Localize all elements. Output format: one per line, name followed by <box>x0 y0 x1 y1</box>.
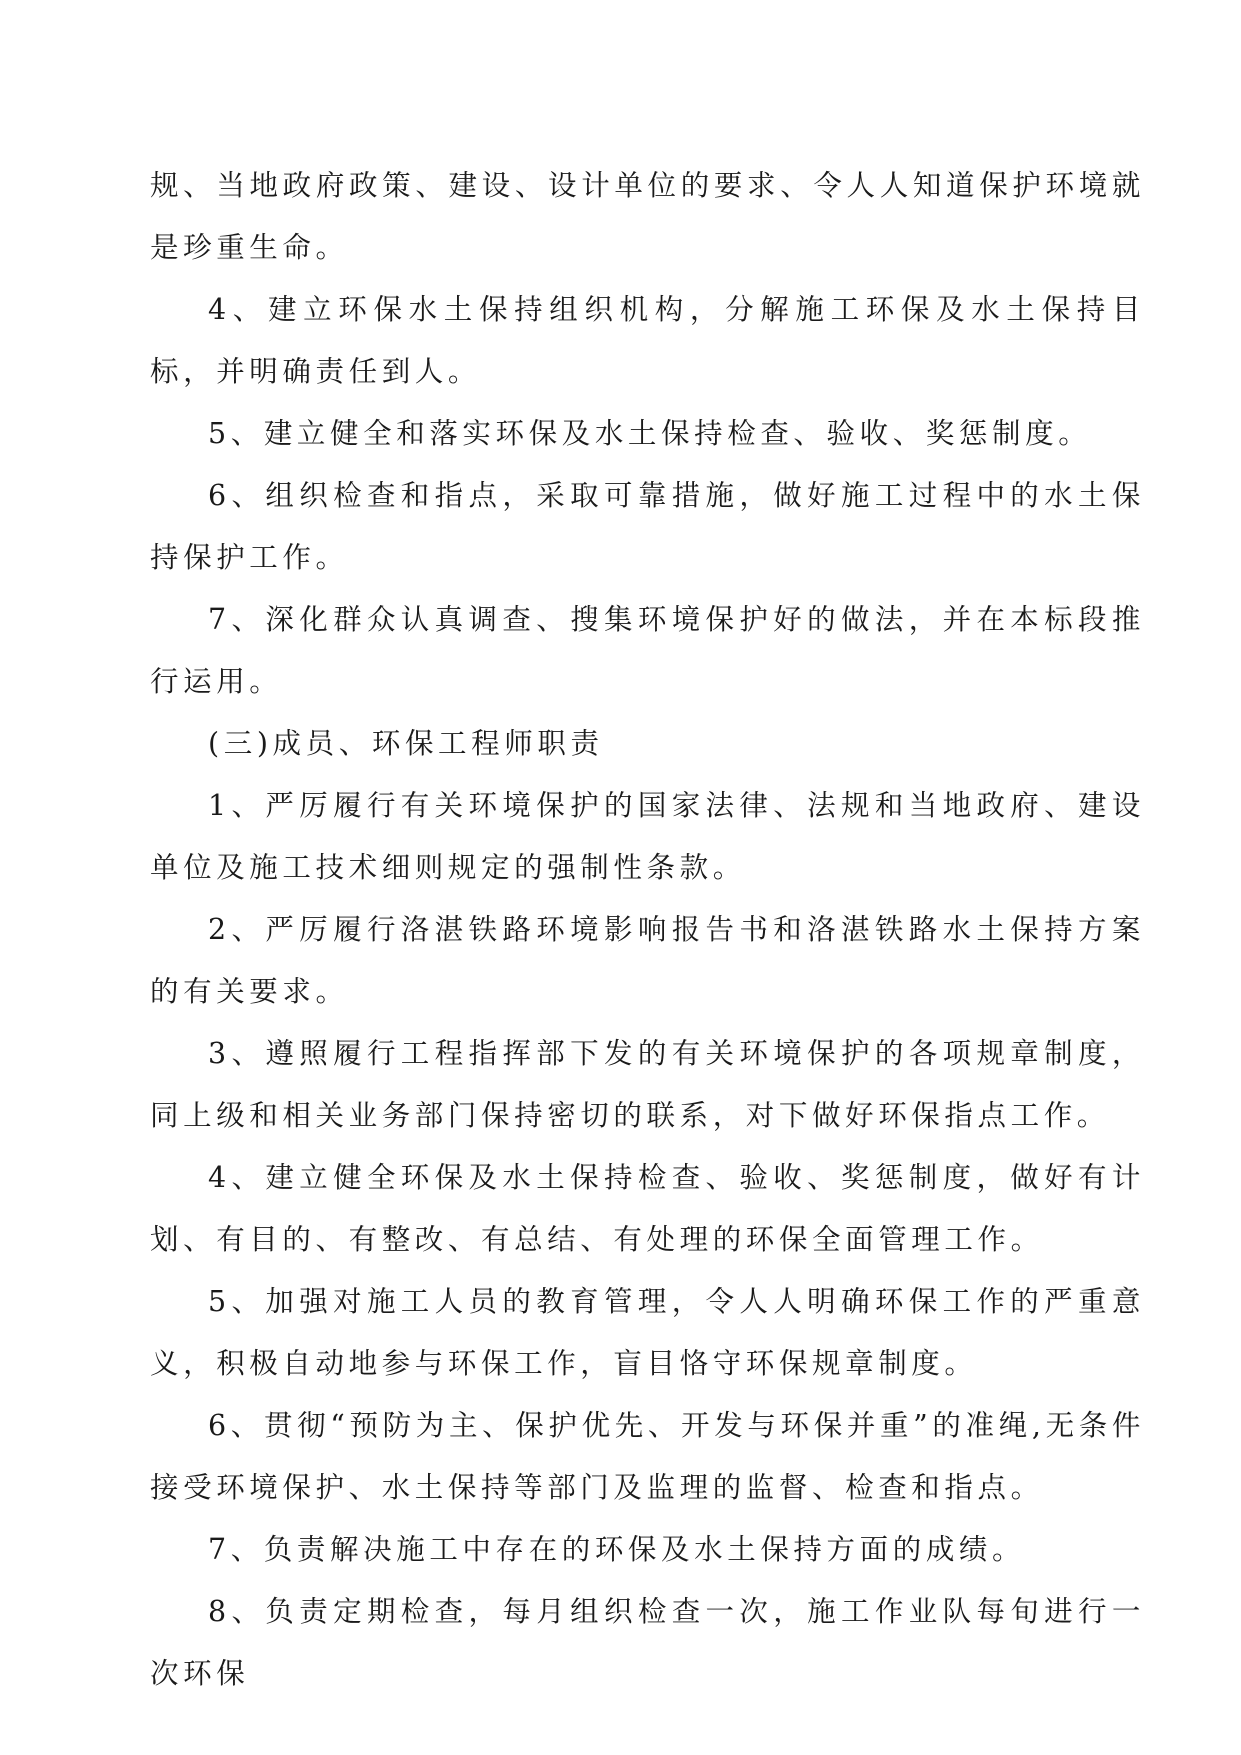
paragraph-item-5-inspection-system: 5、建立健全和落实环保及水土保持检查、验收、奖惩制度。 <box>208 417 1092 450</box>
paragraph-duty-5-education: 5、加强对施工人员的教育管理，令人人明确环保工作的严重意义，积极自动地参与环保工作，盲目恪守环保规章制度。 <box>150 1285 1145 1380</box>
paragraph-continuation: 规、当地政府政策、建设、设计单位的要求、令人人知道保护环境就是珍重生命。 <box>150 169 1145 264</box>
document-page <box>150 155 1145 1705</box>
section-heading-members-duties: (三)成员、环保工程师职责 <box>208 727 604 760</box>
paragraph-item-4-org-structure: 4、建立环保水土保持组织机构，分解施工环保及水土保持目标，并明确责任到人。 <box>150 293 1145 388</box>
paragraph-duty-3-regulations: 3、遵照履行工程指挥部下发的有关环境保护的各项规章制度，同上级和相关业务部门保持密切的联系，对下做好环保指点工作。 <box>150 1037 1145 1132</box>
paragraph-item-7-public-survey: 7、深化群众认真调查、搜集环境保护好的做法，并在本标段推行运用。 <box>150 603 1145 698</box>
paragraph-duty-6-principles: 6、贯彻“预防为主、保护优先、开发与环保并重”的准绳,无条件接受环境保护、水土保持等部门及监理的监督、检查和指点。 <box>150 1409 1145 1504</box>
paragraph-duty-1-laws: 1、严厉履行有关环境保护的国家法律、法规和当地政府、建设单位及施工技术细则规定的强制性条款。 <box>150 789 1145 884</box>
paragraph-duty-7-problems: 7、负责解决施工中存在的环保及水土保持方面的成绩。 <box>208 1533 1026 1566</box>
paragraph-item-6-guidance: 6、组织检查和指点，采取可靠措施，做好施工过程中的水土保持保护工作。 <box>150 479 1145 574</box>
paragraph-duty-2-reports: 2、严厉履行洛湛铁路环境影响报告书和洛湛铁路水土保持方案的有关要求。 <box>150 913 1145 1008</box>
paragraph-duty-8-periodic-check: 8、负责定期检查，每月组织检查一次，施工作业队每旬进行一次环保 <box>150 1595 1145 1690</box>
paragraph-duty-4-inspection: 4、建立健全环保及水土保持检查、验收、奖惩制度，做好有计划、有目的、有整改、有总结、有处理的环保全面管理工作。 <box>150 1161 1145 1256</box>
